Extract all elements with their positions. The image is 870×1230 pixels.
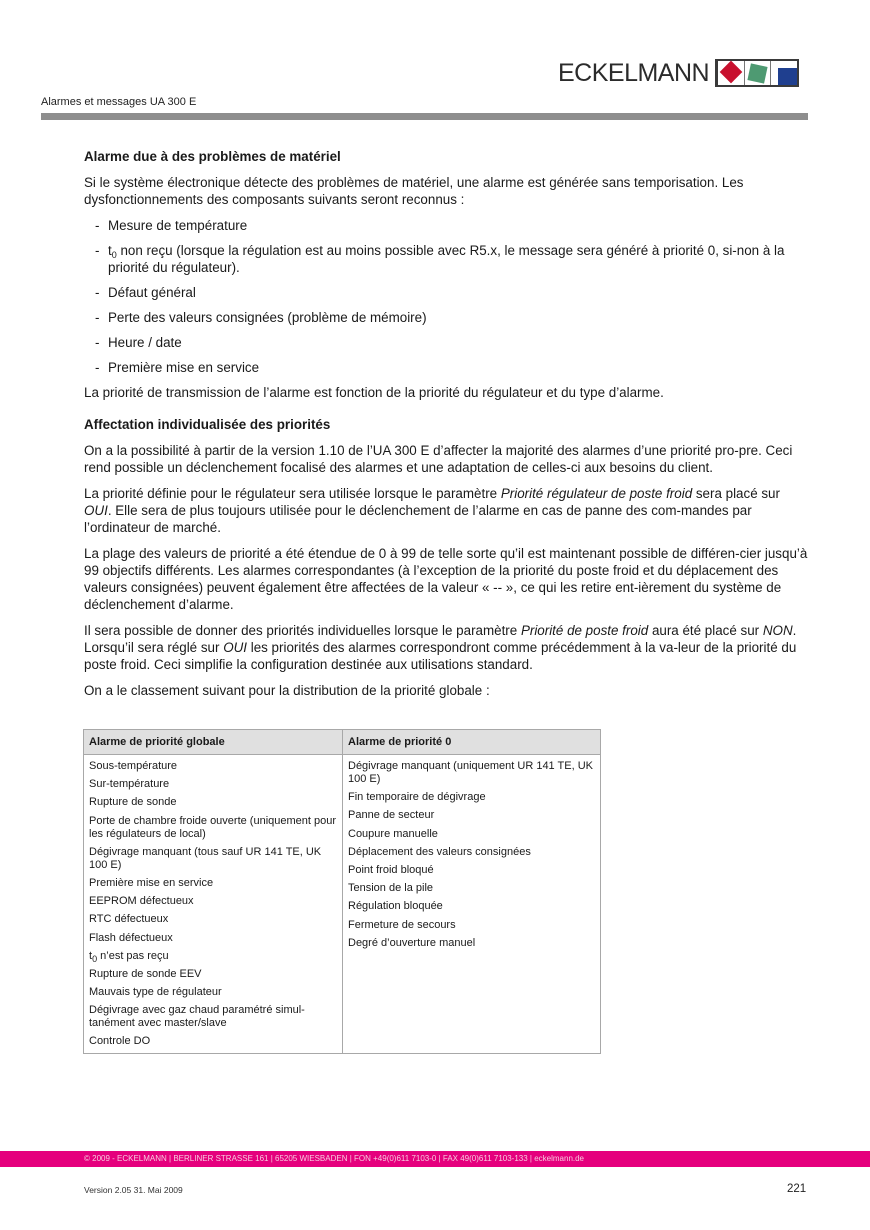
table-header-global: Alarme de priorité globale [84,730,343,755]
paragraph: On a le classement suivant pour la distribution de la priorité globale : [84,683,490,698]
section-heading-priorities: Affectation individualisée des priorités [84,417,331,432]
blue-square-icon [778,68,797,85]
priority-0-cell [343,755,601,1054]
paragraph: La plage des valeurs de priorité a été étendue de 0 à 99 de telle sorte qu’il est maintenant possible de différen-cier jusqu’à 99 objectifs différents. Les alarmes correspondantes (à l’exception de la priorité du poste froid et du déplacement des valeurs consignées) peuvent également être affectées de la valeur « -- », ce qui les retire ent-ièrement du système de déclenchement d’alarme. [84,546,808,612]
list-item: - $t_0$ non reçu (lorsque la régulation est au moins possible avec R5.x, le message sera généré à priorité 0, si-non à la priorité du régulateur). [84,242,808,276]
list-item: Déplacement des valeurs consignées [348,845,531,858]
list-item: Dégivrage manquant (tous sauf UR 141 TE, UK 100 E) [89,845,322,871]
paragraph: La priorité de transmission de l’alarme est fonction de la priorité du régulateur et du type d’alarme. [84,385,664,400]
list-item: RTC défectueux [89,913,169,926]
list-item: Porte de chambre froide ouverte (uniquement pour les régulateurs de local) [89,814,337,840]
list-item: - Première mise en service [84,359,808,376]
list-item: Coupure manuelle [348,827,438,840]
table-header-priority-0: Alarme de priorité 0 [343,730,601,755]
list-item: Régulation bloquée [348,900,443,913]
footer-contact-text: © 2009 - ECKELMANN | BERLINER STRASSE 161 | 65205 WIESBADEN | FON +49(0)611 7103-0 | FAX 49(0)611 7103-133 | eckelmann.de [84,1154,585,1163]
list-item: Fin temporaire de dégivrage [348,791,486,804]
footer-contact-bar [0,1151,870,1167]
green-square-icon [747,63,767,83]
list-item: Sous-température [89,760,178,772]
running-title: Alarmes et messages UA 300 E [41,96,197,108]
list-item: Rupture de sonde [89,796,177,809]
list-item: Dégivrage avec gaz chaud paramétré simul-tanément avec master/slave [89,1004,305,1030]
paragraph: La priorité définie pour le régulateur sera utilisée lorsque le paramètre Priorité régulateur de poste froid sera placé sur OUI. Elle sera de plus toujours utilisée pour le déclenchement de l’alarme en cas de panne des com-mandes par l’ordinateur de marché. [84,486,780,535]
list-item: Degré d’ouverture manuel [348,936,476,949]
list-item: Mauvais type de régulateur [89,986,222,999]
red-diamond-icon [720,61,743,84]
list-item: Flash défectueux [89,931,173,944]
eckelmann-squares-logo-icon [715,59,799,87]
priority-table [83,729,601,1054]
paragraph: Si le système électronique détecte des problèmes de matériel, une alarme est générée sans temporisation. Les dysfonctionnements des composants suivants seront reconnus : [84,175,744,207]
list-item: Tension de la pile [348,882,434,895]
logo-text: ECKELMANN [558,59,710,87]
list-item: Sur-température [89,778,170,791]
hardware-fault-list [84,217,808,376]
list-item: Dégivrage manquant (uniquement UR 141 TE, UK 100 E) [348,760,593,785]
list-item: Controle DO [89,1035,151,1048]
list-item: Première mise en service [89,876,214,889]
version-info: Version 2.05 31. Mai 2009 [84,1185,183,1195]
paragraph: On a la possibilité à partir de la version 1.10 de l’UA 300 E d’affecter la majorité des alarmes d’une priorité pro-pre. Ceci rend possible un déclenchement focalisé des alarmes et une adaptation de celles-ci aux besoins du client. [84,443,793,475]
list-item: Point froid bloqué [348,863,434,876]
eckelmann-logo [558,58,799,88]
list-item: Rupture de sonde EEV [89,967,202,980]
page-number: 221 [787,1183,807,1195]
paragraph: Il sera possible de donner des priorités individuelles lorsque le paramètre Priorité de poste froid aura été placé sur NON. Lorsqu’il sera réglé sur OUI les priorités des alarmes correspondront comme précédemment à la va-leur de la priorité du poste froid. Ceci simplifie la configuration destinée aux utilisations standard. [84,623,797,672]
list-item: - Perte des valeurs consignées (problème de mémoire) [84,309,808,326]
page-content [84,148,808,708]
list-item: - Défaut général [84,284,808,301]
list-item: EEPROM défectueux [89,895,194,908]
list-item: - Heure / date [84,334,808,351]
list-item: Fermeture de secours [348,918,456,931]
list-item: Panne de secteur [348,809,435,822]
list-item: $t_0$ n’est pas reçu [89,949,169,964]
header-divider [41,113,808,120]
global-priority-cell [84,755,343,1054]
table-row [84,755,601,1054]
list-item: - Mesure de température [84,217,808,234]
section-heading-hardware: Alarme due à des problèmes de matériel [84,149,341,164]
